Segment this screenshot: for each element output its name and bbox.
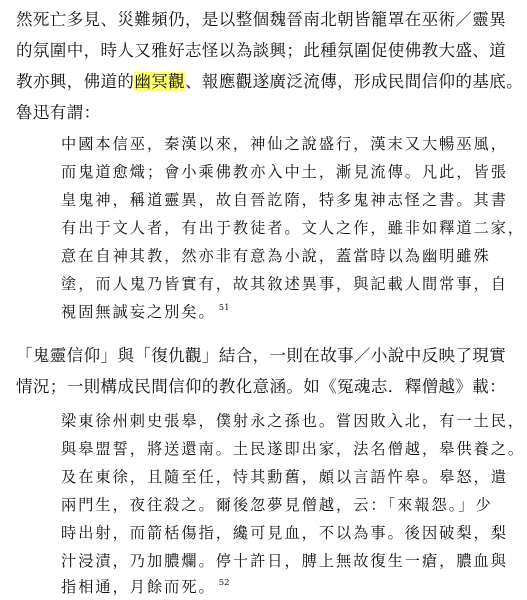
body-line: 的氛圍中，時人又雅好志怪以為談興；此種氛圍促使佛教大盛、道: [16, 41, 507, 60]
quote-line: 有出于文人者，有出于教徒者。文人之作，雖非如釋道二家，: [61, 219, 526, 237]
quote-line: 意在自神其教，然亦非有意為小說，蓋當時以為幽明雖殊: [61, 247, 491, 265]
quote-line: 及在東徐，且隨至任，恃其勳舊，頗以言語忤皋。皋怒，遣: [61, 468, 508, 486]
quote-line: 兩門生，夜往殺之。爾後忽夢見僧越，云：「來報怨。」少: [61, 496, 493, 514]
quote-line: 時出射，而箭栝傷指，纔可見血，不以為事。後因破梨，梨: [61, 524, 508, 542]
footnote-marker[interactable]: 52: [218, 578, 230, 588]
quote-text: 視固無誠妄之別矣。: [61, 303, 216, 321]
footnote-marker[interactable]: 51: [218, 303, 230, 313]
body-line: 「鬼靈信仰」與「復仇觀」結合，一則在故事／小說中反映了現實: [16, 346, 507, 365]
quote-line: [61, 301, 230, 322]
body-line: 魯迅有謂：: [16, 103, 101, 122]
quote-line: 與皋盟誓，將送還南。土民遂即出家，法名僧越，皋供養之。: [61, 440, 526, 458]
quote-line: [61, 576, 230, 597]
body-line: 然死亡多見、災難頻仍，是以整個魏晉南北朝皆籠罩在巫術／靈異: [16, 10, 507, 29]
text-segment: 教亦興，佛道的: [16, 72, 135, 91]
quote-line: 梁東徐州刺史張皋，僕射永之孫也。嘗因敗入北，有一土民，: [61, 412, 526, 430]
text-segment: 、報應觀遂廣泛流傳，形成民間信仰的基底。: [185, 72, 524, 91]
body-line: 情況；一則構成民間信仰的教化意涵。如《冤魂志．釋僧越》載：: [16, 377, 507, 396]
quote-line: 塗，而人鬼乃皆實有，故其敘述異事，與記載人間常事，自: [61, 275, 508, 293]
body-line: [16, 68, 523, 92]
quote-text: 指相通，月餘而死。: [61, 578, 216, 596]
quote-line: 而鬼道愈熾；會小乘佛教亦入中土，漸見流傳。凡此，皆張: [61, 163, 508, 181]
quote-line: 皇鬼神，稱道靈異，故自晉訖隋，特多鬼神志怪之書。其書: [61, 191, 508, 209]
quote-line: 汁浸漬，乃加膿爛。停十許日，膊上無故復生一瘡，膿血與: [61, 552, 508, 570]
quote-line: 中國本信巫，秦漢以來，神仙之說盛行，漢末又大暢巫風，: [61, 135, 508, 153]
highlighted-term: 幽冥觀: [134, 72, 186, 91]
